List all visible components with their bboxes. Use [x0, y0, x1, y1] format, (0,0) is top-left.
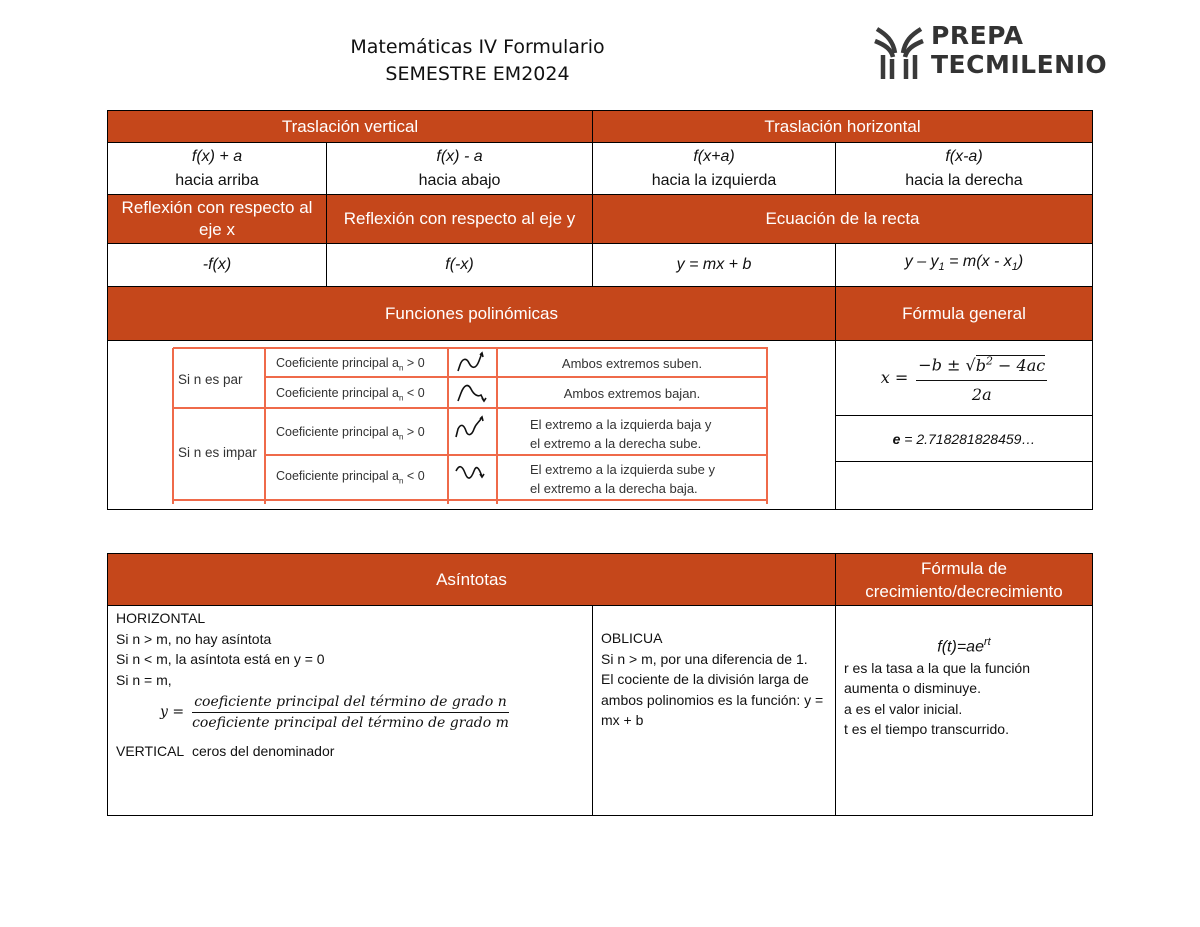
vertical-label: VERTICAL — [116, 743, 185, 759]
logo-line-1: PREPA — [931, 21, 1024, 50]
header-label: Reflexión con respecto al eje x — [121, 198, 313, 239]
logo-mark-icon — [873, 25, 925, 81]
crecimiento-content — [836, 630, 1092, 760]
result-line: El extremo a la izquierda baja y — [530, 417, 712, 432]
label-coef-par-neg — [276, 386, 425, 403]
cell-f-plus-a — [107, 142, 327, 195]
horizontal-rule-1: Si n > m, no hay asíntota — [116, 630, 272, 647]
euler-value: = 2.718281828459… — [900, 430, 1036, 447]
header-label: Asíntotas — [436, 569, 507, 589]
coef-text: Coeficiente principal a — [276, 386, 399, 400]
inequality-text: > 0 — [403, 356, 425, 370]
formula-text: f(x) + a — [191, 147, 243, 165]
quadratic-formula — [881, 349, 1047, 406]
label-coef-impar-neg — [276, 469, 425, 486]
header-formula-general — [835, 286, 1093, 341]
formula-text: y = mx + b — [676, 256, 752, 273]
header-reflexion-y — [326, 194, 593, 244]
coef-text: Coeficiente principal a — [276, 425, 399, 439]
inequality-text: > 0 — [403, 425, 425, 439]
description-text: hacia abajo — [418, 171, 501, 189]
exponent: 2 — [985, 354, 993, 368]
label-n-par: Si n es par — [178, 372, 243, 387]
result-line: el extremo a la derecha sube. — [530, 436, 702, 451]
asymptote-fraction — [160, 692, 584, 733]
formula-part: f(t)=ae — [937, 638, 984, 656]
formula-part: = m(x - x — [944, 253, 1012, 271]
exponent: rt — [983, 636, 991, 648]
formula-denominator: 2a — [971, 384, 992, 404]
formula-text: f(x-a) — [945, 147, 983, 165]
formula-part: − 4ac — [992, 355, 1046, 375]
cell-reflexion-y — [326, 243, 593, 287]
subscript: 1 — [938, 261, 945, 274]
cell-recta-punto-pendiente — [835, 243, 1093, 287]
cell-formula-general — [835, 340, 1093, 416]
oblicua-rule-2: El cociente de la división larga de ambos polinomios es la función: y = mx + b — [601, 671, 824, 728]
euler-symbol: e — [892, 430, 901, 447]
result-impar-pos — [530, 415, 711, 453]
description-text: hacia la derecha — [905, 171, 1023, 189]
header-label: Traslación vertical — [281, 116, 419, 136]
header-label: Ecuación de la recta — [765, 209, 920, 228]
result-line: El extremo a la izquierda sube y — [530, 462, 715, 477]
formula-numerator — [916, 349, 1047, 380]
header-label: crecimiento/decrecimiento — [865, 581, 1063, 601]
logo — [873, 21, 1113, 83]
formula-text: f(-x) — [445, 256, 474, 273]
inequality-text: < 0 — [403, 386, 425, 400]
cell-f-minus-a — [326, 142, 593, 195]
header-label: Traslación horizontal — [764, 116, 921, 136]
formula-lhs: x = — [880, 367, 909, 387]
growth-def-a: a es el valor inicial. — [844, 700, 963, 717]
coef-subscript: n — [399, 363, 404, 373]
formula-text: f(x) - a — [436, 147, 483, 165]
formula-part: ) — [1017, 253, 1024, 271]
coef-text: Coeficiente principal a — [276, 469, 399, 483]
vertical-line — [116, 741, 584, 762]
coef-subscript: n — [399, 476, 404, 486]
label-coef-impar-pos — [276, 425, 425, 442]
header-crecimiento — [835, 553, 1093, 606]
subscript: 1 — [1011, 261, 1018, 274]
header-label: Reflexión con respecto al eje y — [343, 209, 576, 228]
growth-def-t: t es el tiempo transcurrido. — [844, 721, 1009, 738]
polynomial-behavior-table — [170, 343, 771, 504]
coef-subscript: n — [399, 393, 404, 403]
inequality-text: < 0 — [403, 469, 425, 483]
euler-text — [893, 427, 1036, 451]
header-ecuacion-recta — [592, 194, 1093, 244]
description-text: hacia la izquierda — [651, 171, 777, 189]
header-label: Fórmula general — [902, 303, 1026, 323]
header-funciones-polinomicas — [107, 286, 836, 341]
title-line-1: Matemáticas IV Formulario — [350, 36, 605, 58]
header-traslacion-horizontal — [592, 110, 1093, 143]
cell-fx-plus-a — [592, 142, 836, 195]
oblicua-title: OBLICUA — [601, 630, 663, 646]
fraction-lhs: y = — [160, 704, 185, 721]
header-traslacion-vertical — [107, 110, 593, 143]
header-asintotas — [107, 553, 836, 606]
label-n-impar: Si n es impar — [178, 445, 257, 460]
sqrt-icon: √ — [965, 355, 976, 375]
page-title — [300, 34, 655, 88]
header-label: Fórmula de — [921, 558, 1007, 578]
formula-text: f(x+a) — [693, 147, 735, 165]
formula-text — [905, 250, 1023, 279]
horizontal-title: HORIZONTAL — [116, 610, 206, 626]
cell-fx-minus-a — [835, 142, 1093, 195]
oblicua-rule-1: Si n > m, por una diferencia de 1. — [601, 650, 808, 667]
title-line-2: SEMESTRE EM2024 — [385, 63, 570, 85]
asintotas-horizontal-content — [108, 606, 592, 815]
cell-recta-pendiente — [592, 243, 836, 287]
logo-text — [931, 21, 1107, 79]
horizontal-rule-2: Si n < m, la asíntota está en y = 0 — [116, 651, 325, 667]
coef-text: Coeficiente principal a — [276, 356, 399, 370]
result-par-pos: Ambos extremos suben. — [561, 356, 703, 371]
growth-def-r: r es la tasa a la que la función aumenta o disminuye. — [844, 659, 1031, 697]
cell-empty — [835, 461, 1093, 510]
cell-reflexion-x — [107, 243, 327, 287]
description-text: hacia arriba — [175, 171, 259, 189]
cell-euler — [835, 415, 1093, 462]
coef-subscript: n — [399, 432, 404, 442]
logo-line-2: TECMILENIO — [931, 50, 1108, 79]
horizontal-rule-3: Si n = m, — [116, 671, 172, 688]
formula-part: −b ± — [918, 355, 966, 375]
formula-fraction — [916, 349, 1047, 406]
header-reflexion-x — [107, 194, 327, 244]
vertical-text: ceros del denominador — [192, 743, 335, 759]
fraction-denominator: coeficiente principal del término de grado m — [192, 715, 509, 731]
formula-part: y – y — [904, 253, 939, 271]
fraction-numerator: coeficiente principal del término de grado n — [192, 692, 509, 713]
header-label: Funciones polinómicas — [385, 303, 558, 323]
label-coef-par-pos — [276, 356, 425, 373]
asintotas-oblicua-content — [593, 626, 835, 776]
formula-text: -f(x) — [202, 256, 232, 273]
growth-formula — [844, 632, 1084, 658]
result-impar-neg — [530, 460, 715, 498]
formula-part: b — [975, 355, 986, 375]
result-par-neg: Ambos extremos bajan. — [563, 386, 701, 401]
result-line: el extremo a la derecha baja. — [530, 481, 698, 496]
